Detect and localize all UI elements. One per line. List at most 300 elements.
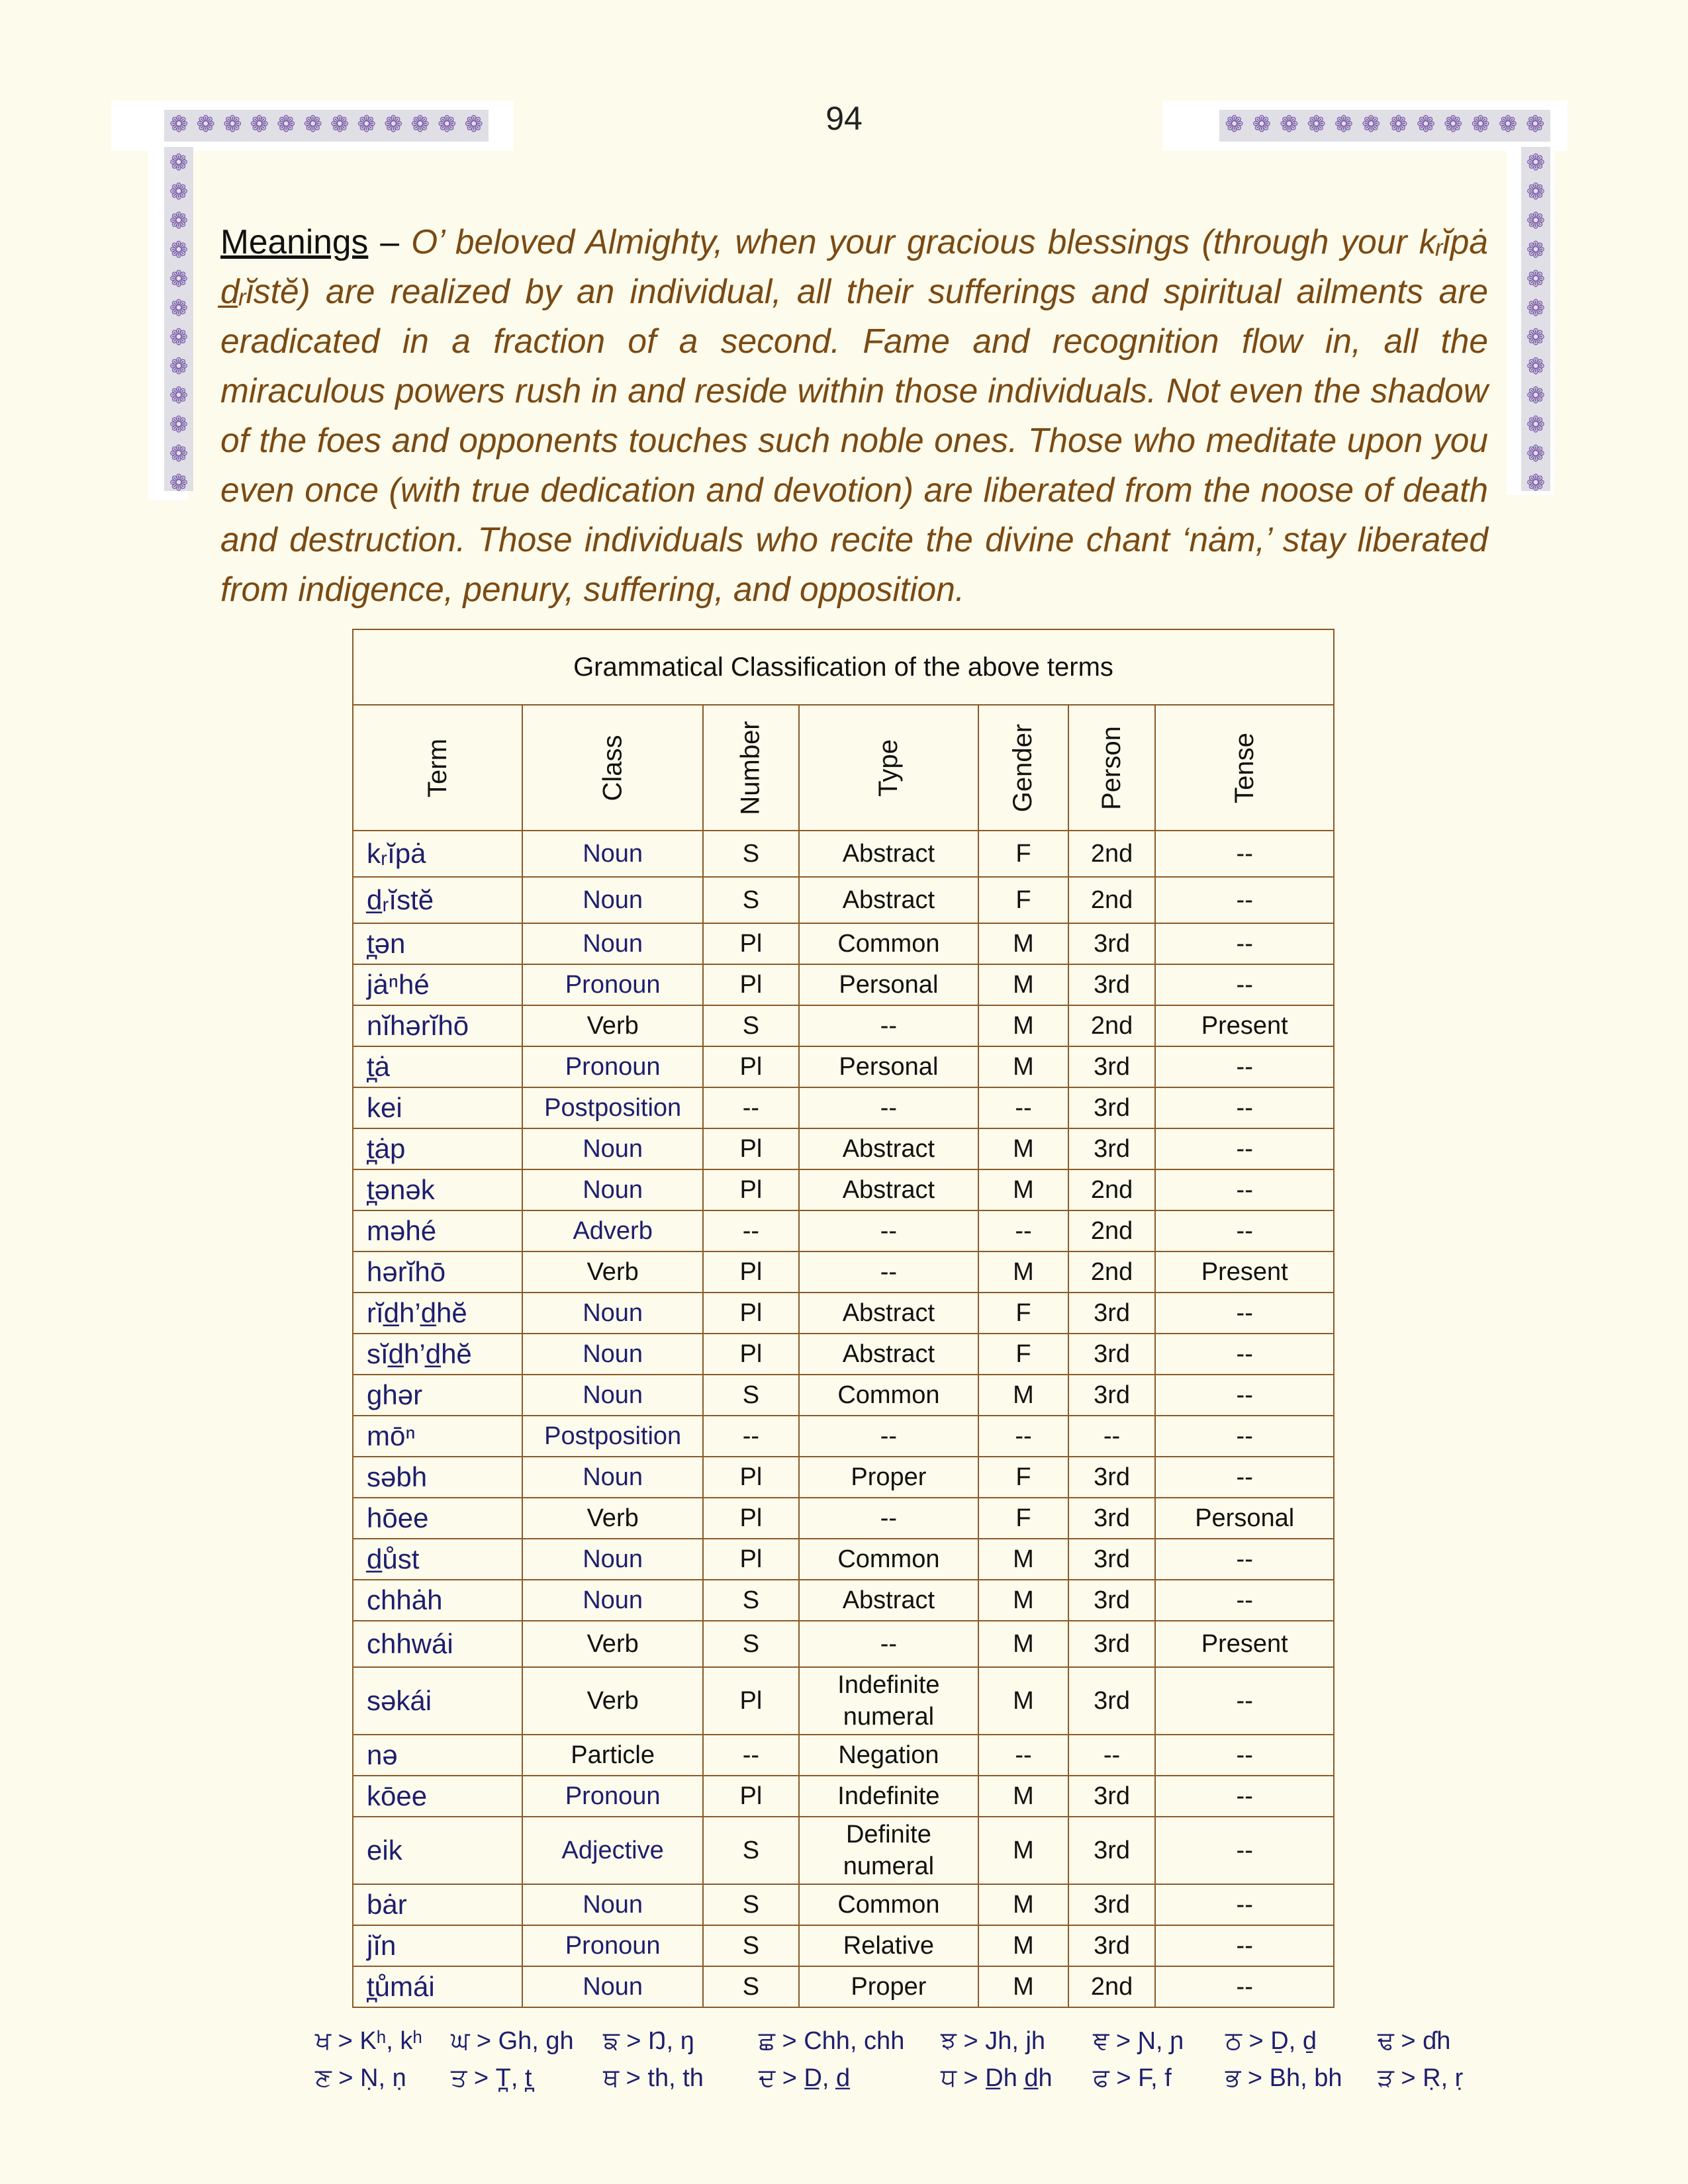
- cell-type: Abstract: [799, 877, 979, 923]
- cell-class: Noun: [522, 1457, 703, 1498]
- cell-type: Negation: [799, 1735, 979, 1776]
- cell-gender: F: [978, 1334, 1068, 1375]
- cell-type: Common: [799, 1884, 979, 1925]
- table-row: [353, 1334, 1334, 1375]
- cell-person: 2nd: [1068, 1169, 1156, 1210]
- ornament-border-right: [1521, 147, 1550, 496]
- cell-person: 3rd: [1068, 1334, 1156, 1375]
- cell-number: S: [703, 877, 798, 923]
- table-row: [353, 1667, 1334, 1735]
- cell-tense: --: [1155, 1046, 1334, 1087]
- cell-gender: F: [978, 831, 1068, 877]
- cell-term: məhé: [353, 1210, 522, 1251]
- table-row: [353, 1087, 1334, 1128]
- flower-ornament-icon: ❁: [169, 470, 189, 496]
- ornament-border-top-right: [1219, 110, 1550, 142]
- cell-class: Adverb: [522, 1210, 703, 1251]
- flower-ornament-icon: ❁: [357, 111, 376, 138]
- table-row: [353, 1293, 1334, 1334]
- cell-person: 3rd: [1068, 1087, 1156, 1128]
- cell-tense: Present: [1155, 1621, 1334, 1667]
- cell-number: S: [703, 1817, 798, 1884]
- cell-person: 3rd: [1068, 1817, 1156, 1884]
- cell-person: 3rd: [1068, 1046, 1156, 1087]
- cell-gender: --: [978, 1735, 1068, 1776]
- cell-class: Noun: [522, 1375, 703, 1416]
- cell-term: t̪ən: [353, 923, 522, 964]
- cell-class: Noun: [522, 1334, 703, 1375]
- cell-number: Pl: [703, 1251, 798, 1293]
- table-row: [353, 1457, 1334, 1498]
- cell-gender: M: [978, 923, 1068, 964]
- cell-class: Verb: [522, 1251, 703, 1293]
- cell-tense: --: [1155, 923, 1334, 964]
- table-caption: Grammatical Classification of the above terms: [353, 629, 1334, 705]
- cell-term: bȧr: [353, 1884, 522, 1925]
- cell-class: Noun: [522, 1293, 703, 1334]
- cell-term: kōee: [353, 1776, 522, 1817]
- table-row: [353, 877, 1334, 923]
- flower-ornament-icon: ❁: [1526, 179, 1546, 205]
- cell-class: Pronoun: [522, 1925, 703, 1966]
- table-row: [353, 1966, 1334, 2007]
- flower-ornament-icon: ❁: [1526, 441, 1546, 467]
- cell-person: 3rd: [1068, 1498, 1156, 1539]
- legend-item: ਢ > ɗh: [1378, 2026, 1451, 2055]
- table-row: [353, 1169, 1334, 1210]
- cell-gender: --: [978, 1087, 1068, 1128]
- cell-person: 3rd: [1068, 1925, 1156, 1966]
- cell-term: d̲ᵣĭstĕ: [353, 877, 522, 923]
- cell-person: 3rd: [1068, 1884, 1156, 1925]
- cell-gender: F: [978, 1498, 1068, 1539]
- flower-ornament-icon: ❁: [1225, 111, 1244, 138]
- cell-gender: M: [978, 1966, 1068, 2007]
- table-row: [353, 1416, 1334, 1457]
- grammar-table: [352, 629, 1335, 2008]
- cell-type: Personal: [799, 1046, 979, 1087]
- cell-gender: F: [978, 1293, 1068, 1334]
- cell-type: --: [799, 1498, 979, 1539]
- cell-term: kᵣĭpȧ: [353, 831, 522, 877]
- cell-tense: --: [1155, 1667, 1334, 1735]
- flower-ornament-icon: ❁: [1498, 111, 1518, 138]
- page-number: 94: [825, 100, 863, 137]
- header-term: Term: [353, 705, 522, 831]
- flower-ornament-icon: ❁: [169, 383, 189, 409]
- flower-ornament-icon: ❁: [169, 295, 189, 322]
- cell-person: 3rd: [1068, 1539, 1156, 1580]
- cell-gender: M: [978, 1375, 1068, 1416]
- table-row: [353, 1580, 1334, 1621]
- cell-gender: F: [978, 877, 1068, 923]
- cell-number: Pl: [703, 1667, 798, 1735]
- cell-gender: M: [978, 1580, 1068, 1621]
- cell-tense: --: [1155, 1128, 1334, 1169]
- cell-type: Abstract: [799, 1580, 979, 1621]
- cell-tense: --: [1155, 877, 1334, 923]
- header-class: Class: [522, 705, 703, 831]
- cell-tense: --: [1155, 1416, 1334, 1457]
- meanings-text: O’ beloved Almighty, when your gracious blessings (through your kᵣĭpȧ d̲ᵣĭstĕ) are realized by an individual, all their sufferings and spiritual ailments are eradicated in a fraction of a second. Fame and recognition flow in, all the miraculous powers rush in and reside within those individuals. Not even the shadow of the foes and opponents touches such noble ones. Those who meditate upon you even once (with true dedication and devotion) are liberated from the noose of death and destruction. Those individuals who recite the divine chant ‘nȧm,’ stay liberated from indigence, penury, suffering, and opposition.: [220, 222, 1489, 608]
- cell-type: Abstract: [799, 1293, 979, 1334]
- flower-ornament-icon: ❁: [464, 111, 483, 138]
- cell-type: Definite numeral: [799, 1817, 979, 1884]
- cell-class: Postposition: [522, 1416, 703, 1457]
- flower-ornament-icon: ❁: [1526, 208, 1546, 234]
- cell-number: --: [703, 1735, 798, 1776]
- cell-person: --: [1068, 1735, 1156, 1776]
- flower-ornament-icon: ❁: [277, 111, 296, 138]
- legend-item: ਘ > Gh, gh: [451, 2026, 574, 2055]
- cell-tense: Present: [1155, 1251, 1334, 1293]
- cell-class: Verb: [522, 1667, 703, 1735]
- cell-type: Indefinite numeral: [799, 1667, 979, 1735]
- table-row: [353, 1210, 1334, 1251]
- cell-class: Verb: [522, 1621, 703, 1667]
- cell-type: Proper: [799, 1966, 979, 2007]
- flower-ornament-icon: ❁: [1526, 353, 1546, 380]
- table-row: [353, 1884, 1334, 1925]
- flower-ornament-icon: ❁: [1307, 111, 1326, 138]
- ornament-border-left: [164, 147, 193, 496]
- flower-ornament-icon: ❁: [1252, 111, 1272, 138]
- flower-ornament-icon: ❁: [1444, 111, 1463, 138]
- cell-class: Noun: [522, 1128, 703, 1169]
- legend-row: [315, 2060, 1480, 2097]
- cell-number: Pl: [703, 1046, 798, 1087]
- cell-type: Relative: [799, 1925, 979, 1966]
- cell-person: 3rd: [1068, 1667, 1156, 1735]
- cell-type: Indefinite: [799, 1776, 979, 1817]
- cell-class: Noun: [522, 923, 703, 964]
- cell-person: 3rd: [1068, 1621, 1156, 1667]
- flower-ornament-icon: ❁: [1526, 295, 1546, 322]
- cell-number: Pl: [703, 1334, 798, 1375]
- cell-class: Pronoun: [522, 1776, 703, 1817]
- cell-number: S: [703, 1005, 798, 1046]
- table-row: [353, 1776, 1334, 1817]
- legend-item: ਠ > Ḏ, ḏ: [1225, 2026, 1317, 2055]
- cell-term: jȧⁿhé: [353, 964, 522, 1005]
- flower-ornament-icon: ❁: [1416, 111, 1436, 138]
- flower-ornament-icon: ❁: [196, 111, 215, 138]
- cell-number: --: [703, 1416, 798, 1457]
- cell-type: Abstract: [799, 831, 979, 877]
- cell-gender: M: [978, 1169, 1068, 1210]
- cell-gender: M: [978, 1776, 1068, 1817]
- cell-tense: --: [1155, 1210, 1334, 1251]
- cell-person: 3rd: [1068, 1457, 1156, 1498]
- cell-number: Pl: [703, 1128, 798, 1169]
- cell-tense: --: [1155, 1539, 1334, 1580]
- table-row: [353, 1925, 1334, 1966]
- flower-ornament-icon: ❁: [1526, 237, 1546, 263]
- cell-term: chhȧh: [353, 1580, 522, 1621]
- cell-tense: --: [1155, 1334, 1334, 1375]
- cell-gender: --: [978, 1210, 1068, 1251]
- cell-gender: M: [978, 1128, 1068, 1169]
- flower-ornament-icon: ❁: [223, 111, 242, 138]
- flower-ornament-icon: ❁: [169, 353, 189, 380]
- cell-person: 3rd: [1068, 1776, 1156, 1817]
- flower-ornament-icon: ❁: [330, 111, 350, 138]
- cell-person: 3rd: [1068, 964, 1156, 1005]
- cell-tense: --: [1155, 1087, 1334, 1128]
- cell-gender: M: [978, 1539, 1068, 1580]
- legend-item: ੜ > Ṛ, ṛ: [1378, 2064, 1464, 2092]
- cell-class: Pronoun: [522, 964, 703, 1005]
- flower-ornament-icon: ❁: [250, 111, 269, 138]
- cell-term: t̪ȧp: [353, 1128, 522, 1169]
- cell-term: kei: [353, 1087, 522, 1128]
- cell-person: --: [1068, 1416, 1156, 1457]
- flower-ornament-icon: ❁: [1362, 111, 1381, 138]
- cell-tense: --: [1155, 1580, 1334, 1621]
- cell-term: sĭd̲h’d̲hĕ: [353, 1334, 522, 1375]
- cell-term: hōee: [353, 1498, 522, 1539]
- cell-gender: M: [978, 1251, 1068, 1293]
- flower-ornament-icon: ❁: [1526, 150, 1546, 176]
- cell-type: --: [799, 1005, 979, 1046]
- cell-term: hərĭhō: [353, 1251, 522, 1293]
- cell-type: Abstract: [799, 1334, 979, 1375]
- cell-gender: M: [978, 964, 1068, 1005]
- cell-term: d̲ůst: [353, 1539, 522, 1580]
- table-row: [353, 1046, 1334, 1087]
- cell-number: Pl: [703, 1539, 798, 1580]
- cell-tense: --: [1155, 1884, 1334, 1925]
- meanings-dash: –: [368, 222, 412, 261]
- cell-tense: --: [1155, 1375, 1334, 1416]
- table-row: [353, 1621, 1334, 1667]
- flower-ornament-icon: ❁: [303, 111, 322, 138]
- cell-person: 3rd: [1068, 923, 1156, 964]
- cell-gender: M: [978, 1667, 1068, 1735]
- cell-tense: --: [1155, 1925, 1334, 1966]
- flower-ornament-icon: ❁: [169, 441, 189, 467]
- cell-person: 3rd: [1068, 1375, 1156, 1416]
- cell-gender: F: [978, 1457, 1068, 1498]
- flower-ornament-icon: ❁: [1526, 266, 1546, 293]
- legend-item: ਦ > D̲, d̲: [759, 2064, 851, 2092]
- legend-item: ਝ > Jh, jh: [941, 2026, 1046, 2055]
- cell-tense: --: [1155, 831, 1334, 877]
- cell-tense: --: [1155, 1776, 1334, 1817]
- cell-number: Pl: [703, 923, 798, 964]
- table-row: [353, 1539, 1334, 1580]
- meanings-label: Meanings: [220, 222, 369, 261]
- cell-term: səkái: [353, 1667, 522, 1735]
- table-row: [353, 1251, 1334, 1293]
- flower-ornament-icon: ❁: [169, 237, 189, 263]
- cell-class: Noun: [522, 1169, 703, 1210]
- flower-ornament-icon: ❁: [1526, 324, 1546, 351]
- cell-term: nə: [353, 1735, 522, 1776]
- cell-term: rĭd̲h’d̲hĕ: [353, 1293, 522, 1334]
- cell-type: --: [799, 1416, 979, 1457]
- cell-number: Pl: [703, 1776, 798, 1817]
- cell-gender: M: [978, 1884, 1068, 1925]
- cell-type: Personal: [799, 964, 979, 1005]
- legend-item: ਫ > F, f: [1093, 2064, 1172, 2092]
- header-tense: Tense: [1155, 705, 1334, 831]
- flower-ornament-icon: ❁: [438, 111, 457, 138]
- legend-item: ਥ > th, th: [603, 2064, 704, 2092]
- table-body: [353, 831, 1334, 2007]
- cell-number: S: [703, 1884, 798, 1925]
- cell-gender: M: [978, 1046, 1068, 1087]
- cell-class: Pronoun: [522, 1046, 703, 1087]
- cell-term: jĭn: [353, 1925, 522, 1966]
- cell-term: t̪ůmái: [353, 1966, 522, 2007]
- cell-class: Verb: [522, 1005, 703, 1046]
- table-row: [353, 964, 1334, 1005]
- cell-person: 2nd: [1068, 1005, 1156, 1046]
- cell-term: mōⁿ: [353, 1416, 522, 1457]
- cell-person: 2nd: [1068, 1210, 1156, 1251]
- flower-ornament-icon: ❁: [169, 111, 189, 138]
- flower-ornament-icon: ❁: [1526, 383, 1546, 409]
- flower-ornament-icon: ❁: [169, 179, 189, 205]
- table-row: [353, 1817, 1334, 1884]
- cell-person: 2nd: [1068, 1966, 1156, 2007]
- cell-type: --: [799, 1621, 979, 1667]
- header-gender: Gender: [978, 705, 1068, 831]
- cell-number: S: [703, 831, 798, 877]
- cell-number: Pl: [703, 964, 798, 1005]
- cell-term: ghər: [353, 1375, 522, 1416]
- cell-class: Noun: [522, 831, 703, 877]
- table-row: [353, 923, 1334, 964]
- table-row: [353, 1128, 1334, 1169]
- cell-tense: --: [1155, 1817, 1334, 1884]
- cell-number: S: [703, 1621, 798, 1667]
- cell-class: Verb: [522, 1498, 703, 1539]
- cell-person: 3rd: [1068, 1293, 1156, 1334]
- cell-term: səbh: [353, 1457, 522, 1498]
- cell-type: Proper: [799, 1457, 979, 1498]
- cell-gender: --: [978, 1416, 1068, 1457]
- legend-item: ਤ > T̪, t̪: [451, 2064, 532, 2092]
- flower-ornament-icon: ❁: [1389, 111, 1408, 138]
- cell-person: 2nd: [1068, 877, 1156, 923]
- legend-item: ਭ > Bh, bh: [1225, 2064, 1342, 2092]
- cell-class: Particle: [522, 1735, 703, 1776]
- cell-tense: --: [1155, 964, 1334, 1005]
- cell-type: --: [799, 1210, 979, 1251]
- cell-person: 3rd: [1068, 1580, 1156, 1621]
- flower-ornament-icon: ❁: [1471, 111, 1490, 138]
- cell-number: S: [703, 1925, 798, 1966]
- legend-item: ਛ > Chh, chh: [759, 2026, 905, 2055]
- cell-class: Postposition: [522, 1087, 703, 1128]
- cell-class: Noun: [522, 877, 703, 923]
- cell-gender: M: [978, 1817, 1068, 1884]
- cell-person: 2nd: [1068, 1251, 1156, 1293]
- header-type: Type: [799, 705, 979, 831]
- flower-ornament-icon: ❁: [169, 324, 189, 351]
- cell-number: S: [703, 1966, 798, 2007]
- flower-ornament-icon: ❁: [169, 412, 189, 438]
- flower-ornament-icon: ❁: [384, 111, 403, 138]
- cell-number: S: [703, 1375, 798, 1416]
- cell-person: 3rd: [1068, 1128, 1156, 1169]
- cell-type: --: [799, 1087, 979, 1128]
- flower-ornament-icon: ❁: [1526, 111, 1545, 138]
- cell-gender: M: [978, 1005, 1068, 1046]
- cell-type: --: [799, 1251, 979, 1293]
- cell-term: t̪ȧ: [353, 1046, 522, 1087]
- table-row: [353, 1375, 1334, 1416]
- cell-person: 2nd: [1068, 831, 1156, 877]
- cell-number: S: [703, 1580, 798, 1621]
- table-row: [353, 1005, 1334, 1046]
- table-row: [353, 831, 1334, 877]
- cell-tense: --: [1155, 1457, 1334, 1498]
- cell-number: Pl: [703, 1457, 798, 1498]
- table-row: [353, 1498, 1334, 1539]
- cell-term: nĭhərĭhō: [353, 1005, 522, 1046]
- ornament-border-top-left: [164, 110, 489, 142]
- cell-class: Noun: [522, 1884, 703, 1925]
- flower-ornament-icon: ❁: [1280, 111, 1299, 138]
- cell-tense: --: [1155, 1735, 1334, 1776]
- cell-tense: --: [1155, 1293, 1334, 1334]
- cell-class: Noun: [522, 1539, 703, 1580]
- meanings-paragraph: [220, 217, 1488, 614]
- legend-item: ਧ > D̲h d̲h: [941, 2064, 1053, 2092]
- legend-item: ਣ > Ṇ, ṇ: [315, 2064, 406, 2092]
- flower-ornament-icon: ❁: [1526, 412, 1546, 438]
- legend-item: ਙ > Ŋ, ŋ: [603, 2026, 694, 2055]
- cell-number: --: [703, 1087, 798, 1128]
- legend-item: ਞ > Ɲ, ɲ: [1093, 2026, 1184, 2055]
- flower-ornament-icon: ❁: [169, 150, 189, 176]
- cell-type: Common: [799, 1539, 979, 1580]
- cell-term: eik: [353, 1817, 522, 1884]
- cell-type: Common: [799, 1375, 979, 1416]
- cell-tense: --: [1155, 1966, 1334, 2007]
- cell-class: Noun: [522, 1966, 703, 2007]
- cell-tense: --: [1155, 1169, 1334, 1210]
- cell-class: Noun: [522, 1580, 703, 1621]
- cell-number: Pl: [703, 1498, 798, 1539]
- header-number: Number: [703, 705, 798, 831]
- flower-ornament-icon: ❁: [1526, 470, 1546, 496]
- legend-row: [315, 2023, 1480, 2060]
- flower-ornament-icon: ❁: [1334, 111, 1354, 138]
- cell-tense: Personal: [1155, 1498, 1334, 1539]
- cell-number: --: [703, 1210, 798, 1251]
- table-row: [353, 1735, 1334, 1776]
- gurmukhi-transliteration-legend: [315, 2023, 1480, 2097]
- legend-item: ਖ > Kʰ, kʰ: [315, 2026, 422, 2055]
- cell-number: Pl: [703, 1169, 798, 1210]
- cell-type: Common: [799, 923, 979, 964]
- cell-tense: Present: [1155, 1005, 1334, 1046]
- flower-ornament-icon: ❁: [410, 111, 430, 138]
- cell-number: Pl: [703, 1293, 798, 1334]
- cell-gender: M: [978, 1621, 1068, 1667]
- cell-class: Adjective: [522, 1817, 703, 1884]
- flower-ornament-icon: ❁: [169, 266, 189, 293]
- flower-ornament-icon: ❁: [169, 208, 189, 234]
- cell-gender: M: [978, 1925, 1068, 1966]
- cell-type: Abstract: [799, 1169, 979, 1210]
- header-person: Person: [1068, 705, 1156, 831]
- cell-type: Abstract: [799, 1128, 979, 1169]
